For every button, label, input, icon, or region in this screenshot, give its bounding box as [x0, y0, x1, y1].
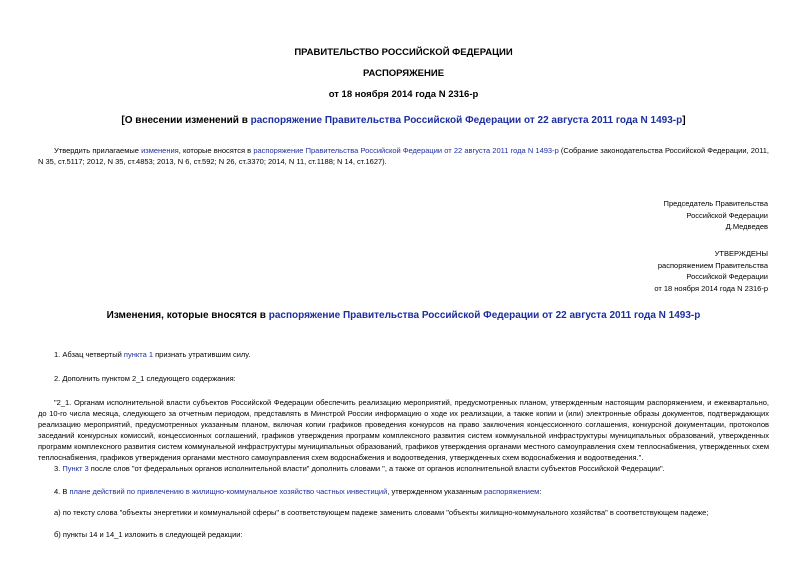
approved-date: от 18 ноября 2014 года N 2316-р: [654, 283, 768, 293]
item-3-text-a: 3.: [54, 464, 63, 473]
doc-type-heading: РАСПОРЯЖЕНИЕ: [362, 68, 445, 79]
item-1: [38, 349, 769, 360]
item-2-text: "2_1. Органам исполнительной власти субъектов Российской Федерации обеспечить реализацию мероприятий, предусмотренных планом, утвержденным настоящим распоряжением, и ежеквартально, до 10-го числа месяца, следующего за отчетным периодом, представлять в Минстрой России информацию о ходе их реализации, а также копии и (или) электронные образы документов, подтверждающих реализацию мероприятий, предусмотренных указанным планом, включая копии графиков проведения конкурсов на право заключения концессионного соглашения, конкурсной документации, протоколов заседаний конкурсных комиссий, концессионных соглашений, графиков утверждения программ комплексного развития систем коммунальной инфраструктуры муниципальных образований, утвержденных программ комплексного развития систем коммунальной инфраструктуры муниципальных образований, графиков утверждения органами местного самоуправления схем теплоснабжения, утвержденных схем теплоснабжения, графиков утверждения органами местного самоуправления схем водоснабжения и водоотведения, утвержденных схем водоснабжения и водоотведения.".: [38, 398, 769, 462]
signature-name: Д.Медведев: [725, 222, 768, 231]
signature-block: [560, 198, 768, 233]
intro-text-2: , которые вносятся в: [178, 146, 254, 155]
approved-block: [560, 248, 768, 294]
changes-title-prefix: Изменения, которые вносятся в: [106, 310, 269, 321]
item-4-text-c: :: [539, 487, 542, 496]
changes-title-link[interactable]: распоряжение Правительства Российской Федерации от 22 августа 2011 года N 1493-р: [268, 310, 701, 321]
item-3-link[interactable]: Пункт 3: [62, 464, 89, 473]
approved-by: распоряжением Правительства: [657, 260, 768, 270]
item-1-text-b: признать утратившим силу.: [153, 350, 251, 359]
item-4a: а) по тексту слова "объекты энергетики и коммунальной сферы" в соответствующем падеже заменить словами "объекты жилищно-коммунального хозяйства" в соответствующем падеже;: [54, 508, 709, 517]
changes-title: [0, 310, 807, 321]
title-link-order-1493[interactable]: распоряжение Правительства Российской Федерации от 22 августа 2011 года N 1493-р: [250, 115, 683, 126]
intro-text-1: Утвердить прилагаемые: [54, 146, 142, 155]
item-4: [38, 486, 769, 497]
item-4-link-order[interactable]: распоряжением: [483, 487, 540, 496]
signature-country: Российской Федерации: [686, 210, 768, 220]
item-2: 2. Дополнить пунктом 2_1 следующего содержания:: [54, 374, 236, 383]
intro-link-order-1493[interactable]: распоряжение Правительства Российской Федерации от 22 августа 2011 года N 1493-р: [253, 146, 559, 155]
item-1-text-a: 1. Абзац четвертый: [54, 350, 124, 359]
item-3-text-b: после слов "от федеральных органов исполнительной власти" дополнить словами ", а также от органов исполнительной власти субъектов Российской Федерации".: [88, 464, 665, 473]
intro-link-changes[interactable]: изменения: [141, 146, 179, 155]
title-close-bracket: ]: [682, 115, 686, 126]
intro-text-3: (Собрание законодательства Российской Федерации, 2011, N 35, ст.5117; 2012, N 35, ст.4853; 2013, N 6, ст.592; N 26, ст.3370; 2014, N 11, ст.1188; N 14, ст.1627).: [38, 146, 769, 166]
item-4-link-plan[interactable]: плане действий по привлечению в жилищно-коммунальное хозяйство частных инвестиций: [69, 487, 388, 496]
doc-title: [0, 115, 807, 126]
government-heading: ПРАВИТЕЛЬСТВО РОССИЙСКОЙ ФЕДЕРАЦИИ: [294, 47, 513, 58]
signature-position: Председатель Правительства: [663, 199, 768, 208]
item-4-text-b: , утвержденном указанным: [387, 487, 484, 496]
intro-paragraph: [38, 145, 769, 167]
item-3: [38, 463, 769, 474]
doc-date-number: от 18 ноября 2014 года N 2316-р: [328, 89, 479, 100]
item-1-link[interactable]: пункта 1: [123, 350, 154, 359]
title-open-bracket: [: [121, 115, 125, 126]
item-4b: б) пункты 14 и 14_1 изложить в следующей редакции:: [54, 530, 243, 539]
approved-country: Российской Федерации: [686, 272, 768, 281]
title-prefix: О внесении изменений в: [124, 115, 251, 126]
approved-label: УТВЕРЖДЕНЫ: [714, 249, 768, 258]
item-4-text-a: 4. В: [54, 487, 70, 496]
